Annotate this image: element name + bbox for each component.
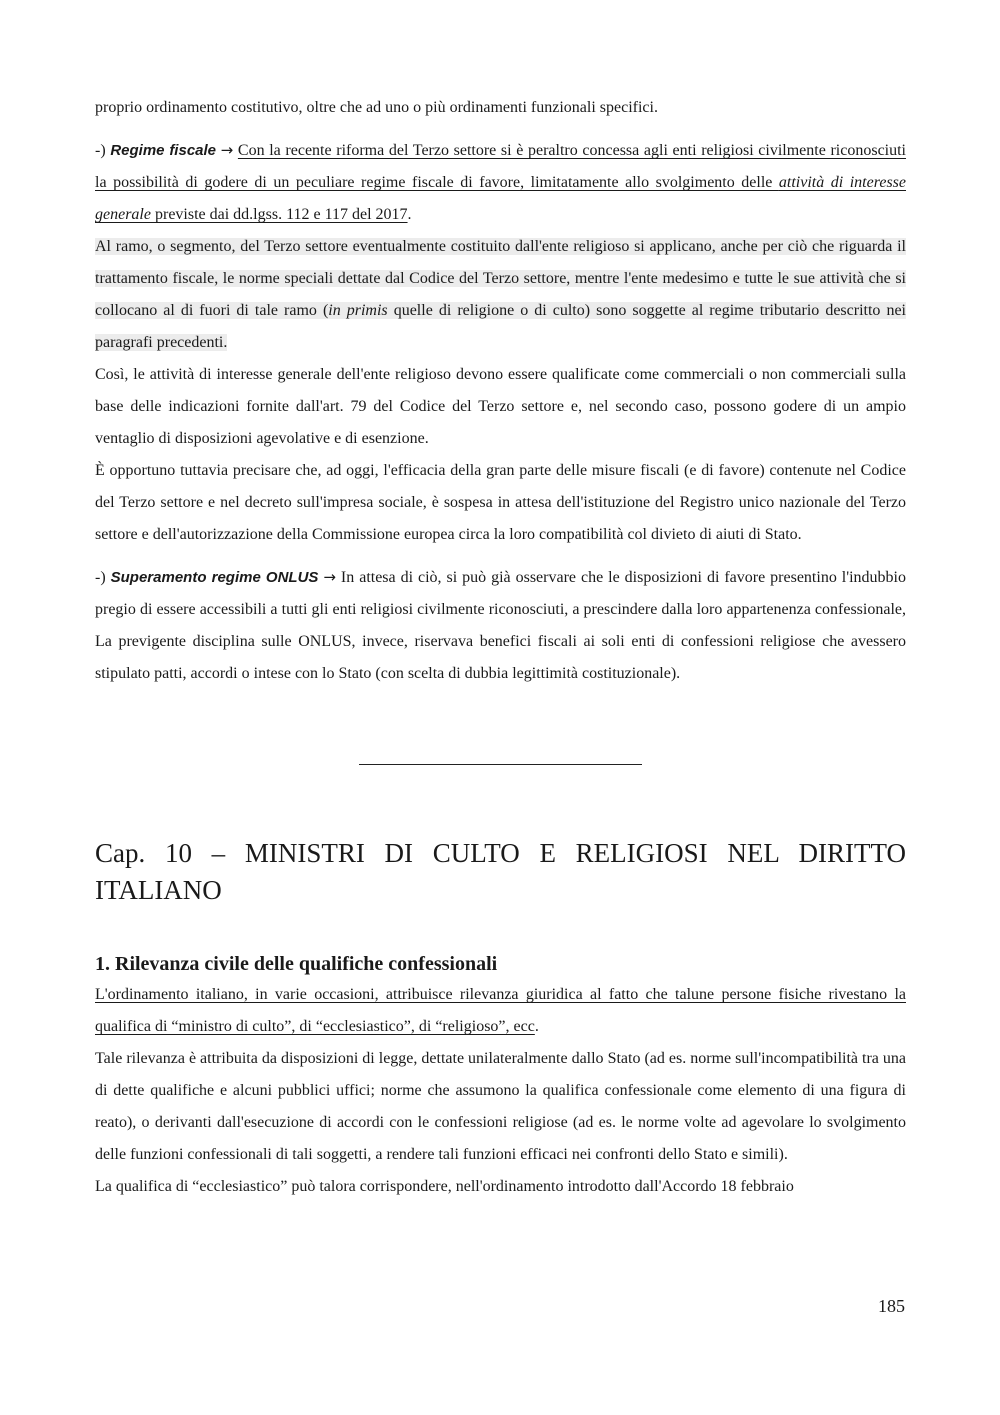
- paragraph-ecclesiastico: [95, 1171, 906, 1203]
- underlined-text: L'ordinamento italiano, in varie occasioni, attribuisce rilevanza giuridica al fatto che talune persone fisiche rivestano la qualifica di “ministro di culto”, di “ecclesiastico”, di “religioso”, ecc: [95, 986, 906, 1035]
- highlighted-text: [95, 238, 906, 351]
- italic-phrase: attività di interesse generale: [95, 174, 906, 223]
- sentence-end: .: [534, 1018, 539, 1035]
- paragraph-highlighted: [95, 231, 906, 359]
- sentence-end: .: [407, 206, 412, 223]
- bullet-prefix: -): [95, 569, 111, 586]
- paragraph-text: Tale rilevanza è attribuita da disposizioni di legge, dettate unilateralmente dallo Stato (ad es. norme sull'incompatibilità tra una di dette qualifiche e alcuni pubblici uffici; norme che assumono la qualifica confessionale come elemento di una figura di reato), o derivanti dall'esecuzione di accordi con le confessioni religiose (ad es. le norme volte ad agevolare lo svolgimento delle funzioni confessionali di tali soggetti, a rendere tali funzioni efficaci nei confronti dello Stato e simili).: [95, 1050, 906, 1163]
- highlight-part-2: quelle di religione o di culto) sono soggette al regime tributario descritto nei paragrafi precedenti.: [95, 302, 907, 351]
- label-regime-fiscale: Regime fiscale: [110, 142, 217, 159]
- paragraph-text: proprio ordinamento costitutivo, oltre che ad uno o più ordinamenti funzionali specifici.: [95, 99, 658, 116]
- paragraph-text: Così, le attività di interesse generale dell'ente religioso devono essere qualificate come commerciali o non commerciali sulla base delle indicazioni fornite dall'art. 79 del Codice del Terzo settore e, nel secondo caso, possono godere di un ampio ventaglio di disposizioni agevolative e di esenzione.: [95, 366, 906, 447]
- section-heading: 1. Rilevanza civile delle qualifiche confessionali: [95, 953, 498, 975]
- chapter-title: Cap. 10 – MINISTRI DI CULTO E RELIGIOSI NEL DIRITTO ITALIANO: [95, 838, 906, 905]
- paragraph-efficacia: [95, 455, 906, 551]
- paragraph-rilevanza: [95, 1043, 906, 1171]
- page-number: 185: [878, 1296, 905, 1316]
- paragraph-attivita: [95, 359, 906, 455]
- arrow-right-icon: →: [323, 568, 336, 586]
- underlined-part-2: previste dai dd.lgss. 112 e 117 del 2017: [150, 206, 408, 223]
- italic-in-primis: in primis: [328, 302, 388, 319]
- label-superamento-onlus: Superamento regime ONLUS: [110, 569, 319, 586]
- bullet-prefix: -): [95, 142, 111, 159]
- section-separator-line: [359, 764, 642, 765]
- document-page: [95, 92, 906, 1203]
- paragraph-ordinamento-italiano: [95, 979, 906, 1043]
- paragraph-text: La qualifica di “ecclesiastico” può talora corrispondere, nell'ordinamento introdotto dall'Accordo 18 febbraio: [95, 1178, 794, 1195]
- paragraph-superamento-onlus: [95, 561, 906, 690]
- arrow-right-icon: →: [220, 141, 234, 159]
- underlined-part-1: Con la recente riforma del Terzo settore si è peraltro concessa agli enti religiosi civilmente riconosciuti la possibilità di godere di un peculiare regime fiscale di favore, limitatamente allo svolgimento delle: [95, 142, 907, 191]
- paragraph-text: È opportuno tuttavia precisare che, ad oggi, l'efficacia della gran parte delle misure fiscali (e di favore) contenute nel Codice del Terzo settore e nel decreto sull'impresa sociale, è sospesa in attesa dell'istituzione del Registro unico nazionale del Terzo settore e dell'autorizzazione della Commissione europea circa la loro compatibilità col divieto di aiuti di Stato.: [95, 462, 906, 543]
- paragraph-regime-fiscale: [95, 134, 906, 231]
- paragraph-text: In attesa di ciò, si può già osservare che le disposizioni di favore presentino l'indubbio pregio di essere accessibili a tutti gli enti religiosi civilmente riconosciuti, a prescindere dalla loro appartenenza confessionale, La previgente disciplina sulle ONLUS, invece, riservava benefici fiscali ai soli enti di confessioni religiose che avessero stipulato patti, accordi o intese con lo Stato (con scelta di dubbia legittimità costituzionale).: [95, 569, 906, 682]
- paragraph-ordinamento: [95, 92, 906, 124]
- highlight-part-1: Al ramo, o segmento, del Terzo settore eventualmente costituito dall'ente religioso si applicano, anche per ciò che riguarda il trattamento fiscale, le norme speciali dettate dal Codice del Terzo settore, mentre l'ente medesimo e tutte le sue attività che si collocano al di fuori di tale ramo (: [95, 238, 906, 319]
- underlined-text: [95, 142, 906, 223]
